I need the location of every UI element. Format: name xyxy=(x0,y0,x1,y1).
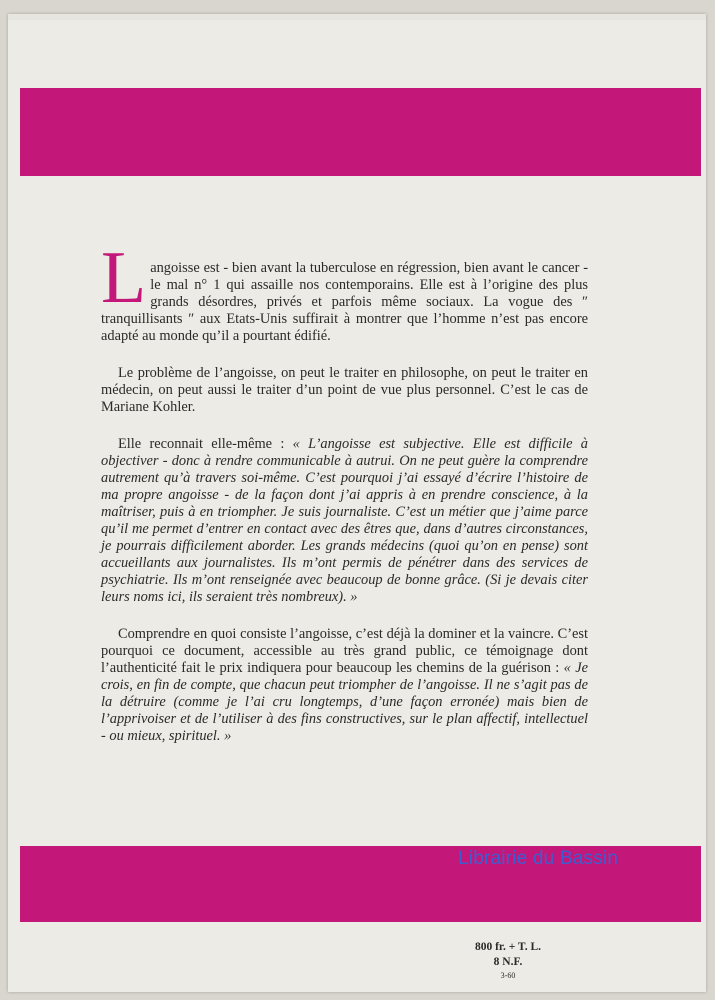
price-line-2: 8 N.F. xyxy=(493,956,523,968)
paragraph-1 xyxy=(101,237,588,345)
cover-edge xyxy=(8,14,706,20)
drop-cap-letter: L xyxy=(101,237,147,319)
paragraph-4 xyxy=(101,626,588,745)
paragraph-4-quote: « Je crois, en fin de compte, que chacun peut triompher de l’angoisse. Il ne s’agit pas de la détruire (comme je l’ai cru longtemps, d’une façon erronée) mais bien de l’apprivoiser et de l’utiliser à des fins constructives, sur le plan affectif, intellectuel - ou mieux, spirituel. » xyxy=(101,660,588,744)
blurb-text xyxy=(101,237,588,765)
paragraph-3 xyxy=(101,436,588,606)
paragraph-1-text: angoisse est - bien avant la tuberculose en régression, bien avant le cancer - le mal n° 1 qui assaille nos contemporains. Elle est à l’origine des plus grands désordres, privés et parfois même sociaux. La vogue des ″ tranquillisants ″ aux Etats-Unis suffirait à montrer que l’homme n’est pas encore adapté au monde qu’il a pourtant édifié. xyxy=(101,260,588,344)
paragraph-3-quote: « L’angoisse est subjective. Elle est difficile à objectiver - donc à rendre communicable à autrui. On ne peut guère la comprendre autrement qu’à travers soi-même. C’est pourquoi j’ai essayé d’écrire l’histoire de ma propre angoisse - de la façon dont j’ai appris à en prendre conscience, à la maîtriser, puis à en triompher. Je suis journaliste. C’est un métier que j’aime parce qu’il me permet d’entrer en contact avec des êtres que, dans d’autres circonstances, je pourrais difficilement aborder. Les grands médecins (quoi qu’on en pense) sont accueillants aux journalistes. Ils m’ont permis de pénétrer dans des services de psychiatrie. Ils m’ont renseignée avec beaucoup de bonne grâce. (Si je devais citer leurs noms ici, ils seraient très nombreux). » xyxy=(101,436,588,605)
price-line-1: 800 fr. + T. L. xyxy=(474,941,542,953)
paragraph-2: Le problème de l’angoisse, on peut le traiter en philosophe, on peut le traiter en médecin, on peut aussi le traiter d’un point de vue plus personnel. C’est le cas de Mariane Kohler. xyxy=(101,365,588,415)
paragraph-4-intro: Comprendre en quoi consiste l’angoisse, c’est déjà la dominer et la vaincre. C’est pourquoi ce document, accessible au très grand public, ce témoignage dont l’authenticité fait le prix indiquera pour beaucoup les chemins de la guérison : xyxy=(101,626,588,676)
price-label xyxy=(463,940,553,981)
paragraph-3-intro: Elle reconnait elle-même : xyxy=(118,436,293,452)
bookseller-watermark: Librairie du Bassin xyxy=(458,848,619,869)
top-magenta-band xyxy=(20,88,701,176)
print-code: 3-60 xyxy=(500,971,516,980)
